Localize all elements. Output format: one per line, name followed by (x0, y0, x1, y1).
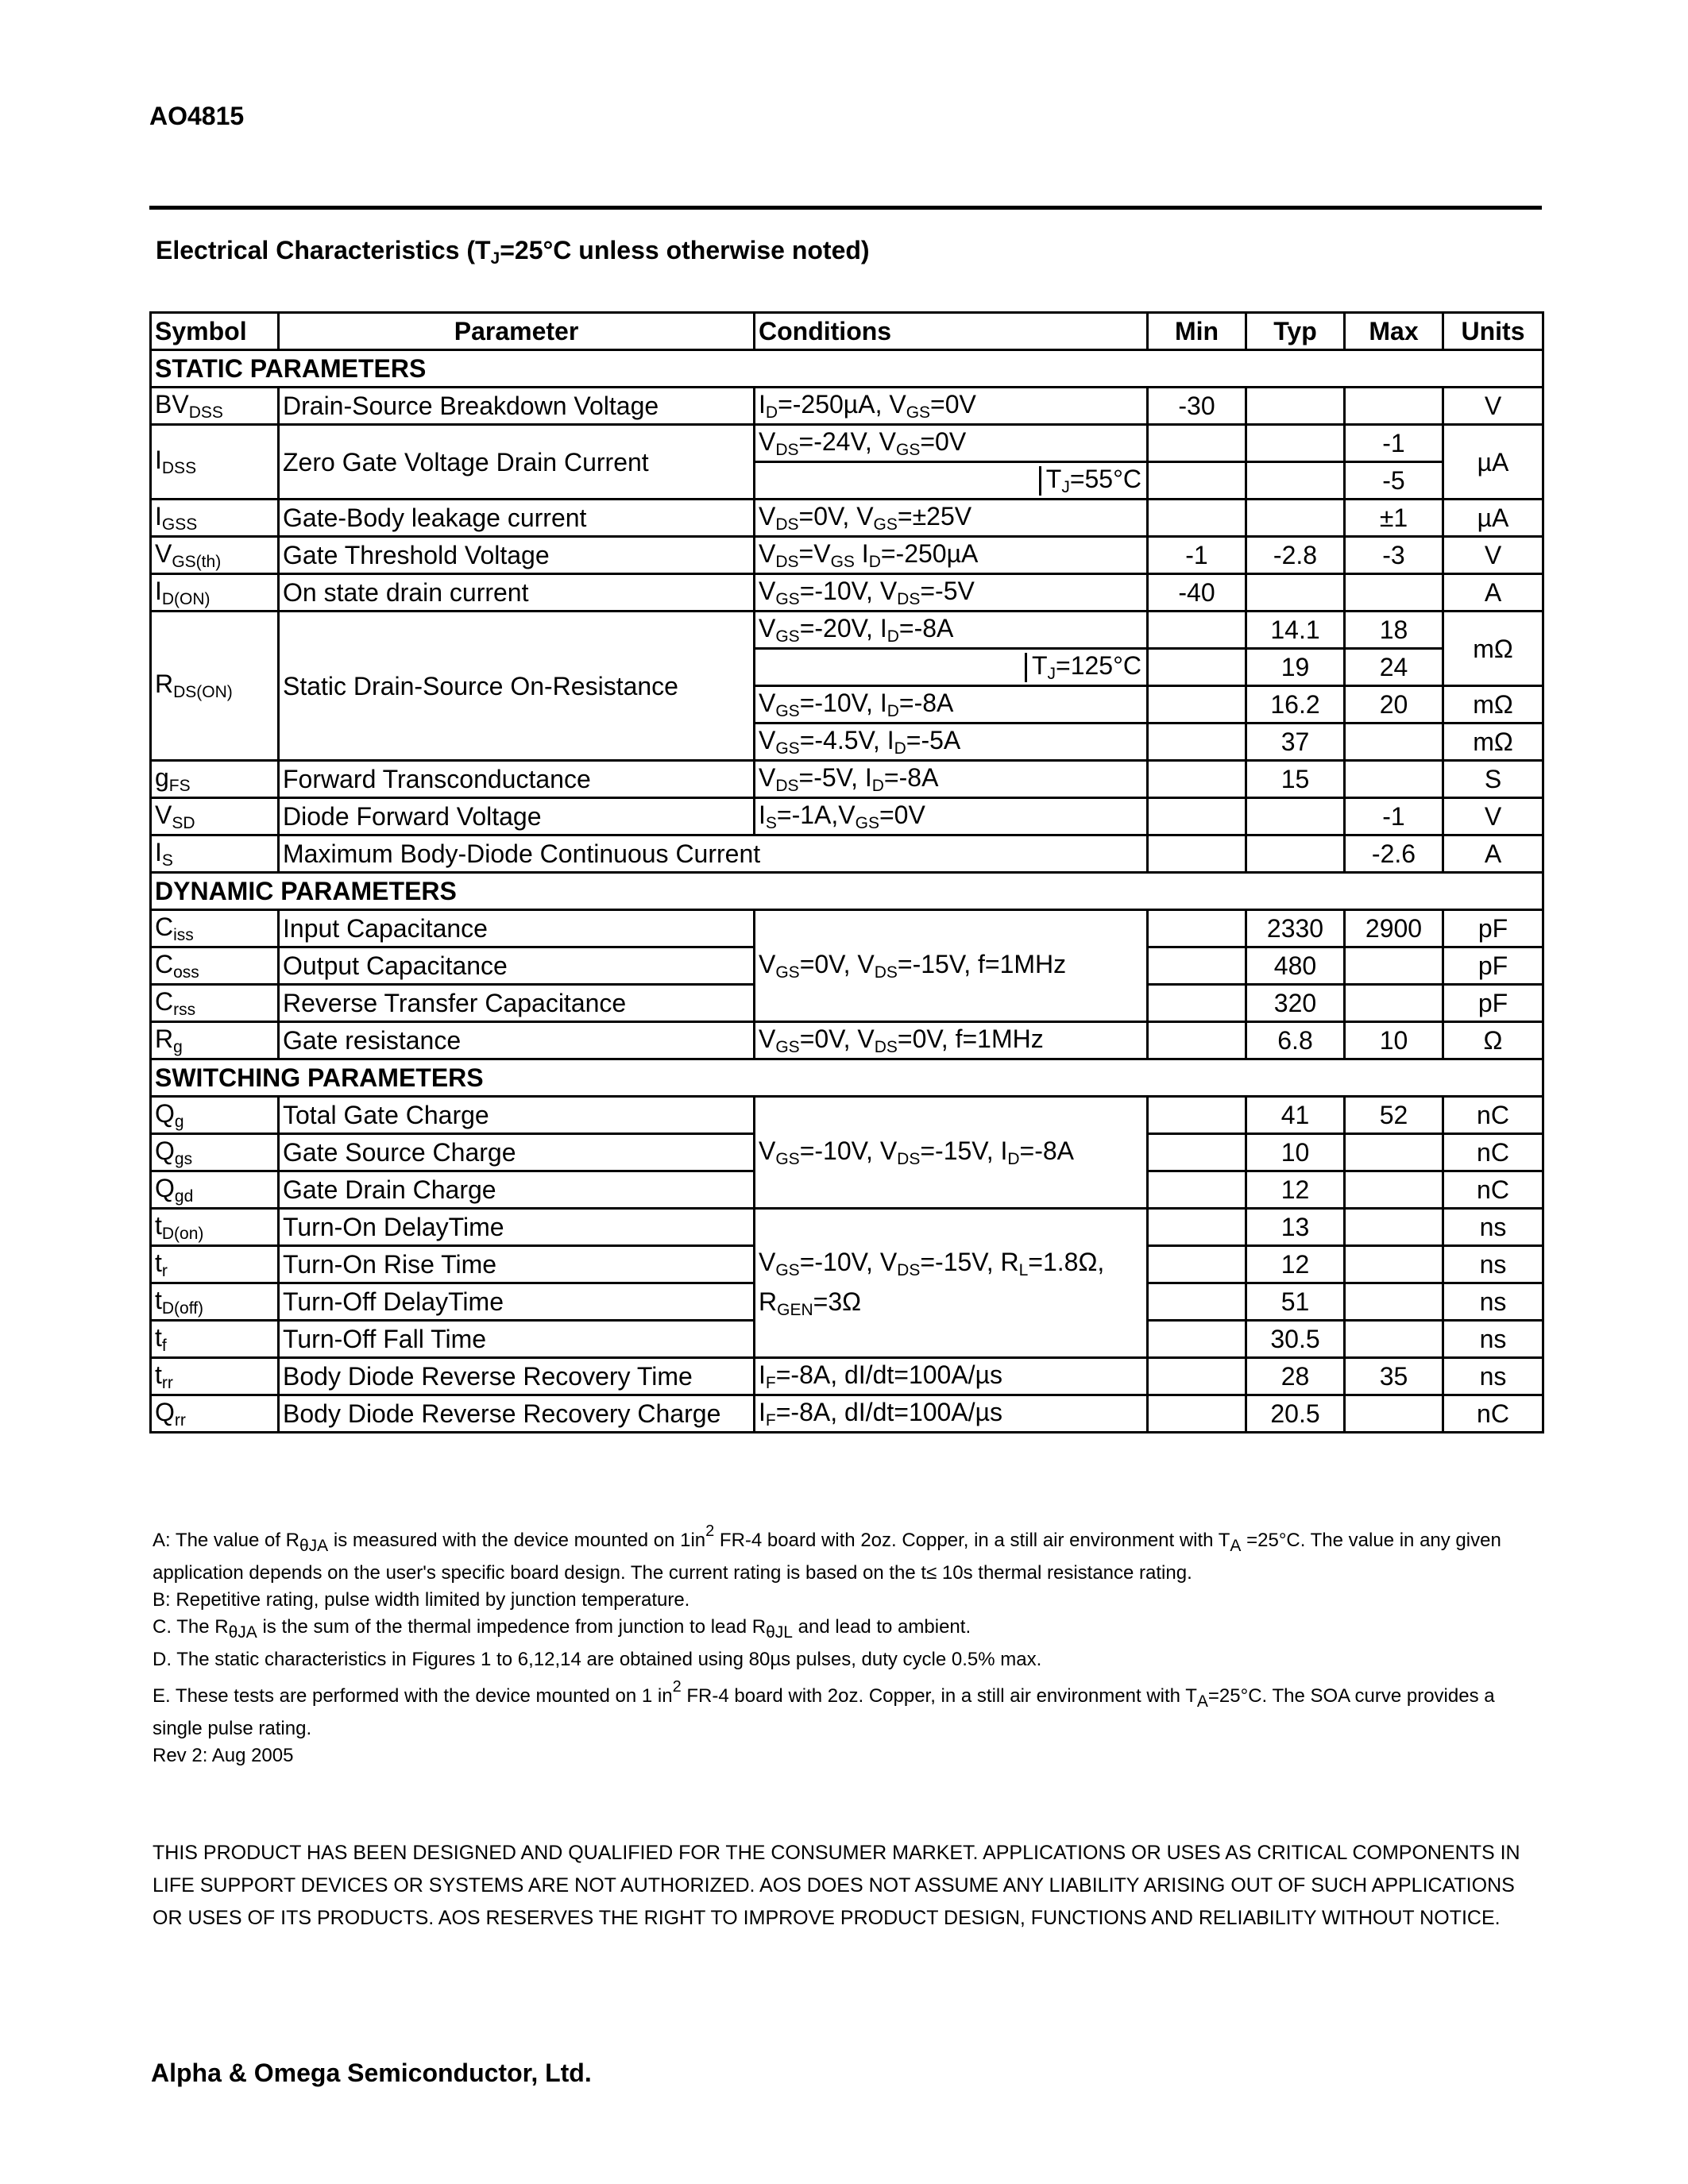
units-cell: Ω (1443, 1022, 1543, 1059)
units-cell: V (1443, 388, 1543, 425)
max-cell (1345, 1246, 1443, 1283)
typ-cell (1246, 388, 1345, 425)
symbol-main: I (155, 501, 162, 531)
table-row (151, 425, 1543, 462)
parameter-cell: Turn-Off Fall Time (279, 1321, 755, 1358)
symbol-sub: rss (173, 1000, 196, 1019)
conditions-cell: $V_{GS}=-20V$, $I_D=-8A$ (755, 612, 1148, 649)
subscript: J (1061, 477, 1070, 496)
max-cell: 52 (1345, 1097, 1443, 1134)
note-c: C. The RθJA is the sum of the thermal impedence from junction to lead RθJL and lead to ambient. (153, 1616, 971, 1642)
max-cell: 18 (1345, 612, 1443, 649)
typ-cell: 480 (1246, 947, 1345, 985)
min-cell (1148, 1097, 1246, 1134)
symbol-sub: oss (173, 963, 199, 982)
subscript: F (765, 1410, 776, 1430)
symbol-cell (151, 1246, 279, 1283)
symbol-main: t (155, 1285, 162, 1314)
symbol-sub: S (161, 851, 173, 870)
symbol-cell (151, 985, 279, 1022)
units-cell: nC (1443, 1134, 1543, 1171)
symbol-cell (151, 1134, 279, 1171)
min-cell: -1 (1148, 537, 1246, 574)
min-cell (1148, 686, 1246, 723)
units-cell: nC (1443, 1171, 1543, 1209)
symbol-main: C (155, 912, 174, 941)
conditions-cell: $I_F=-8A$, dI/dt=100A/µs (755, 1395, 1148, 1433)
symbol-main: I (155, 837, 162, 866)
parameter-cell: Gate Source Charge (279, 1134, 755, 1171)
symbol-sub: rr (174, 1410, 186, 1430)
max-cell (1345, 985, 1443, 1022)
units-cell: V (1443, 798, 1543, 835)
section-row-switching (151, 1059, 1543, 1097)
symbol-sub: DS(ON) (173, 683, 233, 701)
typ-cell: 41 (1246, 1097, 1345, 1134)
table-row (151, 1209, 1543, 1246)
max-cell: 2900 (1345, 910, 1443, 947)
tj-condition: $T_J=125^\circ C$ (1025, 653, 1146, 682)
table-row (151, 1358, 1543, 1395)
table-row (151, 761, 1543, 798)
typ-cell: -2.8 (1246, 537, 1345, 574)
units-cell: V (1443, 537, 1543, 574)
parameter-cell: Drain-Source Breakdown Voltage (279, 388, 755, 425)
conditions-cell (755, 462, 1148, 500)
typ-cell: 14.1 (1246, 612, 1345, 649)
section-row-dynamic (151, 873, 1543, 910)
conditions-cell: $V_{GS}=-10V$, $V_{DS}=-15V$, $R_L=1.8\Omega$, $R_{GEN}=3\Omega$ (755, 1209, 1148, 1358)
max-cell (1345, 1209, 1443, 1246)
subscript: GS (775, 1261, 800, 1280)
parameter-cell: Static Drain-Source On-Resistance (279, 612, 755, 761)
symbol-sub: D(ON) (161, 589, 211, 608)
subscript: L (1018, 1261, 1029, 1280)
subscript: GS (896, 440, 921, 459)
max-cell: -2.6 (1345, 835, 1443, 873)
subscript: S (765, 813, 777, 832)
electrical-characteristics-table (149, 311, 1544, 1433)
typ-cell: 6.8 (1246, 1022, 1345, 1059)
table-row (151, 612, 1543, 649)
symbol-sub: DSS (161, 459, 197, 477)
min-cell (1148, 1209, 1246, 1246)
min-cell (1148, 649, 1246, 686)
header-units: Units (1443, 313, 1543, 350)
parameter-cell: Gate Drain Charge (279, 1171, 755, 1209)
parameter-cell: Turn-On Rise Time (279, 1246, 755, 1283)
subscript: θJA (228, 1623, 257, 1642)
symbol-main: Q (155, 1098, 175, 1128)
header-typ: Typ (1246, 313, 1345, 350)
symbol-sub: g (174, 1112, 184, 1131)
symbol-cell (151, 500, 279, 537)
symbol-sub: DSS (188, 403, 223, 422)
symbol-main: Q (155, 1136, 175, 1165)
symbol-cell (151, 612, 279, 761)
parameter-cell: Turn-Off DelayTime (279, 1283, 755, 1321)
subscript: θJA (299, 1537, 329, 1555)
conditions-cell: $V_{DS}=-24V$, $V_{GS}=0V$ (755, 425, 1148, 462)
typ-cell: 12 (1246, 1171, 1345, 1209)
symbol-cell (151, 835, 279, 873)
parameter-cell: Turn-On DelayTime (279, 1209, 755, 1246)
subscript: D (894, 739, 906, 758)
typ-cell: 320 (1246, 985, 1345, 1022)
conditions-cell: $V_{DS}=V_{GS}$ $I_D=-250\mu A$ (755, 537, 1148, 574)
parameter-cell: Gate-Body leakage current (279, 500, 755, 537)
footnotes (153, 1518, 1535, 1769)
parameter-cell: Gate Threshold Voltage (279, 537, 755, 574)
units-cell: pF (1443, 947, 1543, 985)
units-cell: ns (1443, 1358, 1543, 1395)
subscript: A (1230, 1537, 1242, 1555)
section-title-sub: J (490, 249, 500, 268)
symbol-cell (151, 910, 279, 947)
subscript: DS (874, 1037, 898, 1056)
symbol-sub: g (173, 1037, 183, 1056)
conditions-cell (755, 649, 1148, 686)
superscript: 2 (705, 1522, 715, 1540)
subscript: D (868, 552, 881, 571)
subscript: DS (897, 1149, 921, 1168)
conditions-cell: $V_{GS}=-4.5V$, $I_D=-5A$ (755, 723, 1148, 761)
typ-cell: 37 (1246, 723, 1345, 761)
min-cell (1148, 1022, 1246, 1059)
symbol-main: t (155, 1248, 162, 1277)
units-cell: ns (1443, 1209, 1543, 1246)
max-cell: 35 (1345, 1358, 1443, 1395)
symbol-sub: GS(th) (172, 552, 222, 571)
symbol-main: Q (155, 1397, 175, 1426)
note-b: B: Repetitive rating, pulse width limited by junction temperature. (153, 1589, 690, 1611)
units-cell: pF (1443, 910, 1543, 947)
table-row (151, 388, 1543, 425)
subscript: GS (775, 589, 800, 608)
symbol-sub: r (161, 1261, 168, 1280)
symbol-main: R (155, 1024, 174, 1053)
table-row (151, 835, 1543, 873)
table-row (151, 1097, 1543, 1134)
units-cell: µA (1443, 500, 1543, 537)
min-cell (1148, 1395, 1246, 1433)
subscript: DS (775, 440, 799, 459)
typ-cell (1246, 462, 1345, 500)
typ-cell: 2330 (1246, 910, 1345, 947)
subscript: A (1196, 1692, 1208, 1711)
typ-cell (1246, 835, 1345, 873)
subscript: DS (775, 776, 799, 795)
min-cell (1148, 835, 1246, 873)
units-cell: mΩ (1443, 723, 1543, 761)
typ-cell: 12 (1246, 1246, 1345, 1283)
subscript: θJL (766, 1623, 793, 1642)
units-cell: mΩ (1443, 612, 1543, 686)
typ-cell: 30.5 (1246, 1321, 1345, 1358)
min-cell (1148, 425, 1246, 462)
subscript: DS (775, 552, 799, 571)
conditions-cell: $V_{GS}=0V$, $V_{DS}=0V$, f=1MHz (755, 1022, 1148, 1059)
table-row (151, 1395, 1543, 1433)
symbol-cell (151, 947, 279, 985)
subscript: DS (874, 963, 898, 982)
conditions-cell: $V_{DS}=0V$, $V_{GS}=\pm 25V$ (755, 500, 1148, 537)
subscript: GS (873, 515, 898, 534)
subscript: D (886, 701, 899, 720)
symbol-sub: gs (174, 1149, 193, 1168)
typ-cell (1246, 425, 1345, 462)
symbol-cell (151, 1283, 279, 1321)
conditions-cell: $I_D=-250\mu A$, $V_{GS}=0V$ (755, 388, 1148, 425)
symbol-cell (151, 798, 279, 835)
typ-cell: 10 (1246, 1134, 1345, 1171)
symbol-main: t (155, 1322, 162, 1352)
max-cell (1345, 947, 1443, 985)
symbol-main: R (155, 669, 174, 698)
table-row (151, 1022, 1543, 1059)
conditions-cell: $V_{DS}=-5V$, $I_D=-8A$ (755, 761, 1148, 798)
min-cell (1148, 723, 1246, 761)
units-cell: A (1443, 574, 1543, 612)
parameter-cell: Diode Forward Voltage (279, 798, 755, 835)
subscript: GS (775, 1149, 800, 1168)
units-cell: ns (1443, 1321, 1543, 1358)
max-cell: -1 (1345, 798, 1443, 835)
symbol-main: C (155, 949, 174, 978)
parameter-cell: Zero Gate Voltage Drain Current (279, 425, 755, 500)
subscript: GS (775, 739, 800, 758)
header-rule (149, 206, 1542, 210)
conditions-cell: $I_F=-8A$, dI/dt=100A/µs (755, 1358, 1148, 1395)
min-cell (1148, 1321, 1246, 1358)
min-cell (1148, 985, 1246, 1022)
subscript: GEN (777, 1300, 813, 1319)
max-cell (1345, 1395, 1443, 1433)
max-cell: 24 (1345, 649, 1443, 686)
min-cell (1148, 1246, 1246, 1283)
symbol-sub: SD (172, 813, 195, 832)
conditions-cell: $I_S=-1A,V_{GS}=0V$ (755, 798, 1148, 835)
section-row-static (151, 350, 1543, 388)
min-cell (1148, 1171, 1246, 1209)
symbol-sub: f (161, 1336, 167, 1355)
subscript: D (886, 627, 899, 646)
table-row (151, 910, 1543, 947)
symbol-cell (151, 574, 279, 612)
typ-cell: 13 (1246, 1209, 1345, 1246)
note-d: D. The static characteristics in Figures 1 to 6,12,14 are obtained using 80µs pulses, duty cycle 0.5% max. (153, 1649, 1042, 1670)
parameter-cell: Reverse Transfer Capacitance (279, 985, 755, 1022)
symbol-cell (151, 1395, 279, 1433)
subscript: GS (775, 627, 800, 646)
units-cell: mΩ (1443, 686, 1543, 723)
symbol-cell (151, 425, 279, 500)
subscript: DS (775, 515, 799, 534)
units-cell: S (1443, 761, 1543, 798)
max-cell: -3 (1345, 537, 1443, 574)
tj-condition: $T_J=55^\circ C$ (1039, 466, 1146, 496)
typ-cell: 51 (1246, 1283, 1345, 1321)
typ-cell: 20.5 (1246, 1395, 1345, 1433)
min-cell (1148, 1283, 1246, 1321)
revision: Rev 2: Aug 2005 (153, 1745, 294, 1766)
symbol-cell (151, 1358, 279, 1395)
symbol-main: Q (155, 1173, 175, 1202)
max-cell (1345, 723, 1443, 761)
switching-parameters-label: SWITCHING PARAMETERS (151, 1059, 1543, 1097)
symbol-cell (151, 1209, 279, 1246)
note-e: E. These tests are performed with the device mounted on 1 $in^2$ FR-4 board with 2oz. Copper, in a still air environment with TA=25°C. The SOA curve provides a single pulse rating. (153, 1678, 1495, 1739)
parameter-cell: Forward Transconductance (279, 761, 755, 798)
typ-cell (1246, 574, 1345, 612)
typ-cell: 16.2 (1246, 686, 1345, 723)
min-cell: -30 (1148, 388, 1246, 425)
subscript: DS (897, 1261, 921, 1280)
disclaimer: THIS PRODUCT HAS BEEN DESIGNED AND QUALIFIED FOR THE CONSUMER MARKET. APPLICATIONS OR USES AS CRITICAL COMPONENTS IN LIFE SUPPORT DEVICES OR SYSTEMS ARE NOT AUTHORIZED. AOS DOES NOT ASSUME ANY LIABILITY ARISING OUT OF SUCH APPLICATIONS OR USES OF ITS PRODUCTS. AOS RESERVES THE RIGHT TO IMPROVE PRODUCT DESIGN, FUNCTIONS AND RELIABILITY WITHOUT NOTICE. (153, 1842, 1520, 1929)
subscript: D (1007, 1149, 1020, 1168)
symbol-sub: D(on) (161, 1224, 204, 1243)
symbol-sub: FS (168, 776, 191, 795)
subscript: GS (775, 1037, 800, 1056)
max-cell (1345, 388, 1443, 425)
subscript: GS (855, 813, 879, 832)
max-cell: -5 (1345, 462, 1443, 500)
symbol-cell (151, 388, 279, 425)
min-cell (1148, 947, 1246, 985)
min-cell (1148, 1358, 1246, 1395)
conditions-cell: $V_{GS}=0V$, $V_{DS}=-15V$, f=1MHz (755, 910, 1148, 1022)
parameter-cell: Output Capacitance (279, 947, 755, 985)
table-row (151, 798, 1543, 835)
min-cell (1148, 910, 1246, 947)
symbol-main: g (155, 762, 169, 792)
units-cell: nC (1443, 1097, 1543, 1134)
typ-cell: 15 (1246, 761, 1345, 798)
symbol-sub: gd (174, 1187, 194, 1206)
units-cell: nC (1443, 1395, 1543, 1433)
section-title-b: =25°C unless otherwise noted) (500, 236, 870, 264)
subscript: GS (830, 552, 855, 571)
symbol-main: V (155, 538, 172, 568)
units-cell: µA (1443, 425, 1543, 500)
subscript: GS (775, 963, 800, 982)
symbol-main: C (155, 986, 174, 1016)
symbol-sub: iss (173, 925, 194, 944)
symbol-cell (151, 1321, 279, 1358)
section-title (156, 236, 870, 268)
table-row (151, 537, 1543, 574)
symbol-sub: rr (161, 1373, 173, 1392)
part-number: AO4815 (149, 102, 245, 130)
units-cell: pF (1443, 985, 1543, 1022)
symbol-cell (151, 537, 279, 574)
parameter-cell: Body Diode Reverse Recovery Time (279, 1358, 755, 1395)
typ-cell: 19 (1246, 649, 1345, 686)
units-cell: ns (1443, 1283, 1543, 1321)
symbol-main: I (155, 446, 162, 474)
header-conditions: Conditions (755, 313, 1148, 350)
min-cell (1148, 500, 1246, 537)
max-cell: 20 (1345, 686, 1443, 723)
parameter-cell: Input Capacitance (279, 910, 755, 947)
conditions-cell: $V_{GS}=-10V$, $V_{DS}=-15V$, $I_D=-8A$ (755, 1097, 1148, 1209)
min-cell: -40 (1148, 574, 1246, 612)
subscript: D (765, 403, 778, 422)
subscript: F (765, 1373, 776, 1392)
symbol-sub: D(off) (161, 1298, 204, 1318)
conditions-cell: $V_{GS}=-10V$, $V_{DS}=-5V$ (755, 574, 1148, 612)
table-header-row (151, 313, 1543, 350)
max-cell (1345, 574, 1443, 612)
header-parameter: Parameter (279, 313, 755, 350)
subscript: DS (897, 589, 921, 608)
subscript: J (1047, 664, 1056, 683)
min-cell (1148, 462, 1246, 500)
min-cell (1148, 761, 1246, 798)
units-cell: A (1443, 835, 1543, 873)
max-cell (1345, 1171, 1443, 1209)
company-name: Alpha & Omega Semiconductor, Ltd. (151, 2059, 592, 2087)
note-a: A: The value of RθJA is measured with the device mounted on $1in^2$ FR-4 board with 2oz. Copper, in a still air environment with TA =25°C. The value in any given application depends on the user's specific board design. The current rating is based on the t≤ 10s thermal resistance rating. (153, 1522, 1501, 1584)
max-cell (1345, 1134, 1443, 1171)
max-cell: -1 (1345, 425, 1443, 462)
header-min: Min (1148, 313, 1246, 350)
min-cell (1148, 798, 1246, 835)
max-cell (1345, 761, 1443, 798)
symbol-cell (151, 1097, 279, 1134)
max-cell: 10 (1345, 1022, 1443, 1059)
subscript: GS (906, 403, 931, 422)
symbol-main: t (155, 1360, 162, 1389)
symbol-sub: GSS (161, 515, 198, 534)
min-cell (1148, 612, 1246, 649)
table-row (151, 574, 1543, 612)
dynamic-parameters-label: DYNAMIC PARAMETERS (151, 873, 1543, 910)
conditions-cell: $V_{GS}=-10V$, $I_D=-8A$ (755, 686, 1148, 723)
symbol-main: V (155, 800, 172, 829)
symbol-cell (151, 1171, 279, 1209)
header-max: Max (1345, 313, 1443, 350)
symbol-cell (151, 1022, 279, 1059)
parameter-cell: Total Gate Charge (279, 1097, 755, 1134)
typ-cell: 28 (1246, 1358, 1345, 1395)
parameter-cell: Maximum Body-Diode Continuous Current (279, 835, 1148, 873)
superscript: 2 (672, 1678, 682, 1696)
max-cell: ±1 (1345, 500, 1443, 537)
table-row (151, 500, 1543, 537)
parameter-cell: On state drain current (279, 574, 755, 612)
units-cell: ns (1443, 1246, 1543, 1283)
parameter-cell: Body Diode Reverse Recovery Charge (279, 1395, 755, 1433)
static-parameters-label: STATIC PARAMETERS (151, 350, 1543, 388)
header-symbol: Symbol (151, 313, 279, 350)
typ-cell (1246, 798, 1345, 835)
typ-cell (1246, 500, 1345, 537)
max-cell (1345, 1283, 1443, 1321)
min-cell (1148, 1134, 1246, 1171)
max-cell (1345, 1321, 1443, 1358)
subscript: GS (775, 701, 800, 720)
symbol-main: t (155, 1210, 162, 1240)
parameter-cell: Gate resistance (279, 1022, 755, 1059)
symbol-main: BV (155, 389, 189, 419)
subscript: D (871, 776, 884, 795)
symbol-main: I (155, 576, 162, 605)
symbol-cell (151, 761, 279, 798)
section-title-a: Electrical Characteristics (T (156, 236, 491, 264)
